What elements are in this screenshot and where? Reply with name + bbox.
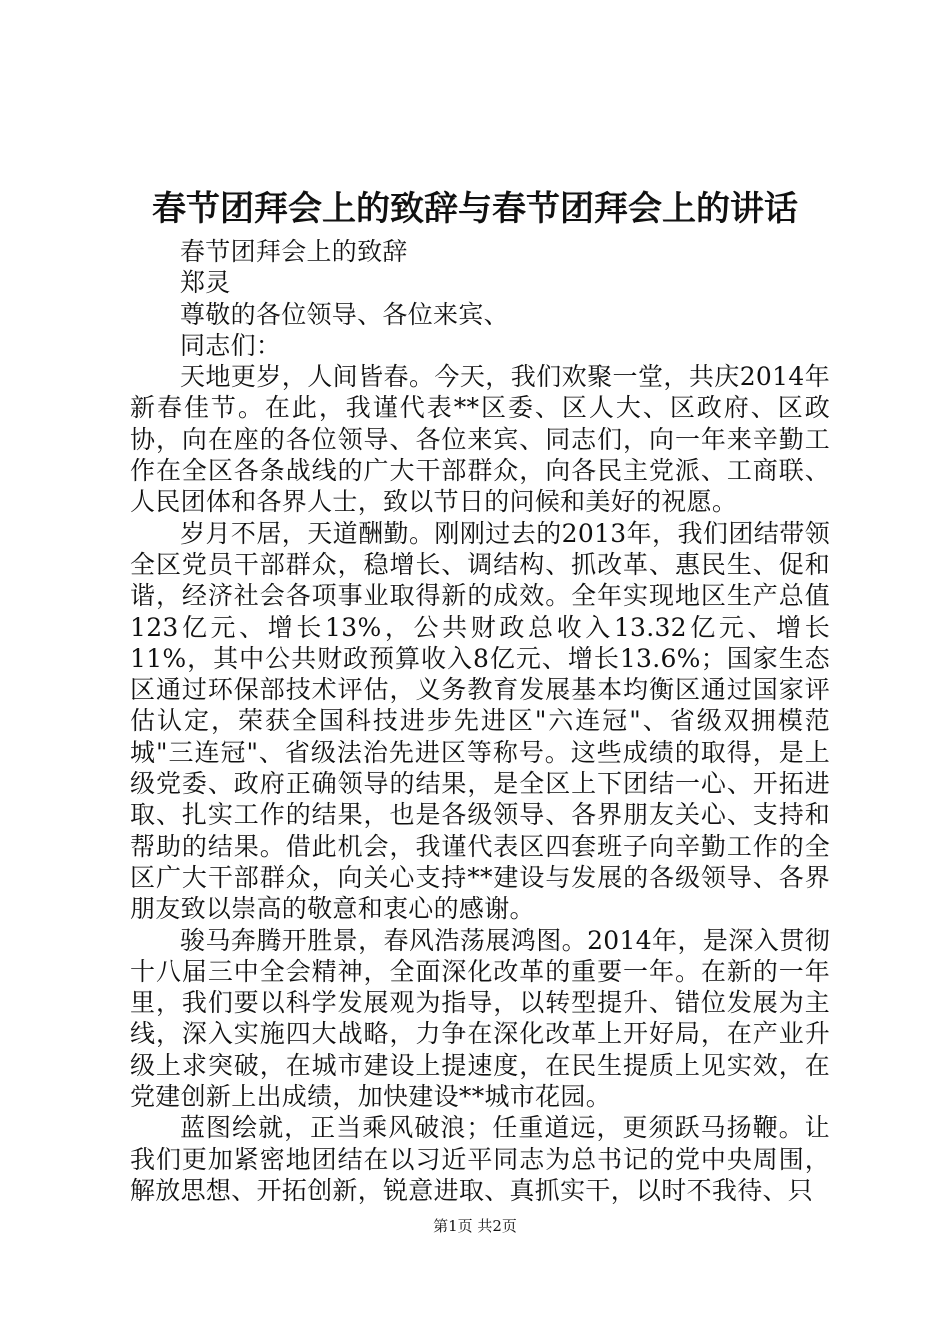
paragraph-salutation-continued: 同志们： <box>180 330 282 360</box>
document-body <box>130 236 830 1206</box>
paragraph-salutation: 尊敬的各位领导、各位来宾、 <box>180 299 509 329</box>
paragraph-speech-title: 春节团拜会上的致辞 <box>180 237 408 266</box>
paragraph-plan-2014: 骏马奔腾开胜景，春风浩荡展鸿图。2014年，是深入贯彻十八届三中全会精神，全面深化改革的重要一年。在新的一年里，我们要以科学发展观为指导，以转型提升、错位发展为主线，深入实施四大战略，力争在深化改革上开好局，在产业升级上求突破，在城市建设上提速度，在民生提质上见实效，在党建创新上出成绩，加快建设**城市花园。 <box>130 925 830 1112</box>
document-title: 春节团拜会上的致辞与春节团拜会上的讲话 <box>152 189 798 229</box>
page-number-footer: 第1页 共2页 <box>433 1217 517 1235</box>
paragraph-author: 郑灵 <box>180 268 231 298</box>
paragraph-closing: 蓝图绘就，正当乘风破浪；任重道远，更须跃马扬鞭。让我们更加紧密地团结在以习近平同志为总书记的党中央周围，解放思想、开拓创新，锐意进取、真抓实干，以时不我待、只 <box>130 1113 830 1205</box>
paragraph-review-2013: 岁月不居，天道酬勤。刚刚过去的2013年，我们团结带领全区党员干部群众，稳增长、调结构、抓改革、惠民生、促和谐，经济社会各项事业取得新的成效。全年实现地区生产总值123亿元、增长13%，公共财政总收入13.32亿元、增长11%，其中公共财政预算收入8亿元、增长13.6%；国家生态区通过环保部技术评估，义务教育发展基本均衡区通过国家评估认定，荣获全国科技进步先进区"六连冠"、省级双拥模范城"三连冠"、省级法治先进区等称号。这些成绩的取得，是上级党委、政府正确领导的结果，是全区上下团结一心、开拓进取、扎实工作的结果，也是各级领导、各界朋友关心、支持和帮助的结果。借此机会，我谨代表区四套班子向辛勤工作的全区广大干部群众，向关心支持**建设与发展的各级领导、各界朋友致以崇高的敬意和衷心的感谢。 <box>130 518 830 924</box>
paragraph-greeting: 天地更岁，人间皆春。今天，我们欢聚一堂，共庆2014年新春佳节。在此，我谨代表**区委、区人大、区政府、区政协，向在座的各位领导、各位来宾、同志们，向一年来辛勤工作在全区各条战线的广大干部群众，向各民主党派、工商联、人民团体和各界人士，致以节日的问候和美好的祝愿。 <box>130 362 830 517</box>
